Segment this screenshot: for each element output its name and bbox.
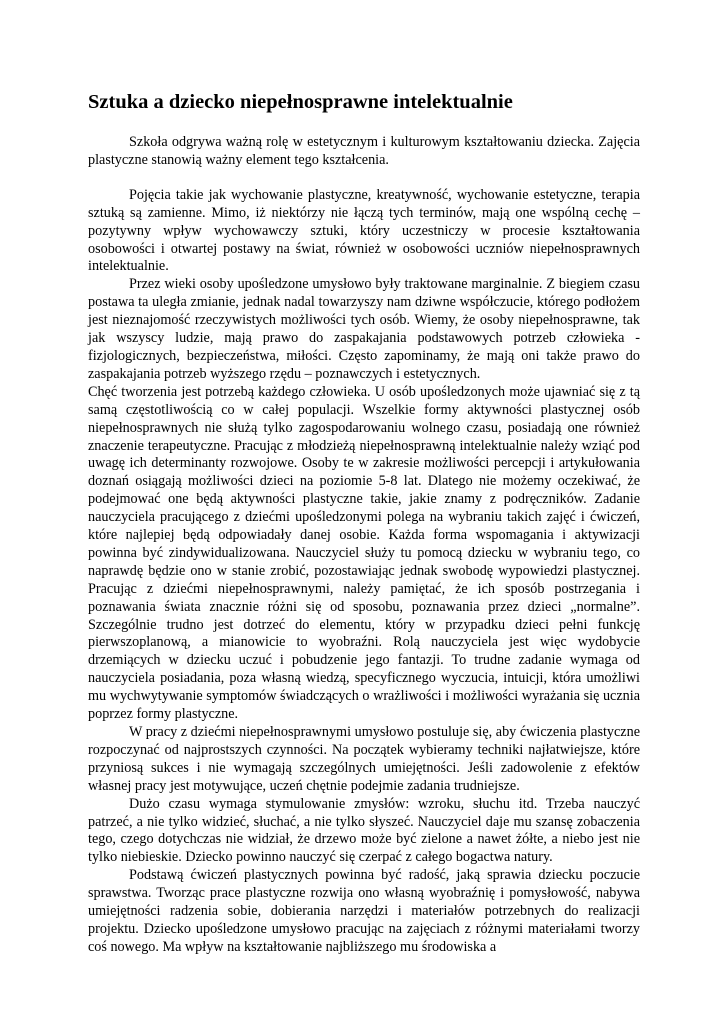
paragraph-4: Chęć tworzenia jest potrzebą każdego człowieka. U osób upośledzonych może ujawniać się z tą samą częstotliwością co w całej populacji. Wszelkie formy aktywności plastycznej osób niepełnosprawnych nie służą tylko zagospodarowaniu wolnego czasu, posiadają one również znaczenie terapeutyczne. Pracując z młodzieżą niepełnosprawną intelektualnie należy wziąć pod uwagę ich determinanty rozwojowe. Osoby te w zakresie możliwości percepcji i artykułowania doznań osiągają możliwości dzieci na poziomie 5-8 lat. Dlatego nie możemy oczekiwać, że podejmować one będą aktywności plastyczne takie, jakie znamy z podręczników. Zadanie nauczyciela pracującego z dziećmi upośledzonymi polega na wybraniu takich zajęć i ćwiczeń, które najlepiej będą odpowiadały danej osobie. Każda forma wspomagania i aktywizacji powinna być zindywidualizowana. Nauczyciel służy tu pomocą dziecku w wybraniu tego, co naprawdę będzie ono w stanie zrobić, pozostawiając jednak swobodę wypowiedzi plastycznej. Pracując z dziećmi niepełnosprawnymi, należy pamiętać, że ich sposób postrzegania i poznawania świata znacznie różni się od sposobu, poznawania przez dzieci „normalne”. Szczególnie trudno jest dotrzeć do elementu, który w przypadku dzieci pełni funkcję pierwszoplanową, a mianowicie to wyobraźni. Rolą nauczyciela jest więc wydobycie drzemiących w dziecku uczuć i pobudzenie jego fantazji. To trudne zadanie wymaga od nauczyciela posiadania, poza własną wiedzą, specyficznego wyczucia, intuicji, która umożliwi mu wychwytywanie symptomów świadczących o wrażliwości i możliwości wyrażania się ucznia poprzez formy plastyczne. <box>88 383 640 723</box>
document-title: Sztuka a dziecko niepełnosprawne intelektualnie <box>88 91 513 113</box>
paragraph-2: Pojęcia takie jak wychowanie plastyczne, kreatywność, wychowanie estetyczne, terapia sztuką są zamienne. Mimo, iż niektórzy nie łączą tych terminów, mają one wspólną cechę – pozytywny wpływ wychowawczy sztuki, który uczestniczy w procesie kształtowania osobowości i otwartej postawy na świat, również w osobowości uczniów niepełnosprawnych intelektualnie. <box>88 186 640 275</box>
paragraph-7: Podstawą ćwiczeń plastycznych powinna być radość, jaką sprawia dziecku poczucie sprawstwa. Tworząc prace plastyczne rozwija ono własną wyobraźnię i pomysłowość, nabywa umiejętności radzenia sobie, dobierania narzędzi i materiałów potrzebnych do realizacji projektu. Dziecko upośledzone umysłowo pracując na zajęciach z różnymi materiałami tworzy coś nowego. Ma wpływ na kształtowanie najbliższego mu środowiska a <box>88 867 640 955</box>
document-body <box>88 90 640 957</box>
paragraph-3: Przez wieki osoby upośledzone umysłowo były traktowane marginalnie. Z biegiem czasu postawa ta uległa zmianie, jednak nadal towarzyszy nam dziwne współczucie, którego podłożem jest nieznajomość rzeczywistych możliwości tych osób. Wiemy, że osoby niepełnosprawne, tak jak wszyscy ludzie, mają prawo do zaspakajania podstawowych potrzeb człowieka - fizjologicznych, bezpieczeństwa, miłości. Często zapominamy, że mają oni także prawo do zaspakajania potrzeb wyższego rzędu – poznawczych i estetycznych. <box>88 276 640 382</box>
paragraph-1: Szkoła odgrywa ważną rolę w estetycznym i kulturowym kształtowaniu dziecka. Zajęcia plastyczne stanowią ważny element tego kształcenia. <box>88 134 640 168</box>
paragraph-6: Dużo czasu wymaga stymulowanie zmysłów: wzroku, słuchu itd. Trzeba nauczyć patrzeć, a nie tylko widzieć, słuchać, a nie tylko słyszeć. Nauczyciel daje mu szansę zobaczenia tego, czego dotychczas nie widział, że drzewo może być zielone a nawet żółte, a niebo jest nie tylko niebieskie. Dziecko powinno nauczyć się czerpać z całego bogactwa natury. <box>88 795 640 866</box>
paragraph-5: W pracy z dziećmi niepełnosprawnymi umysłowo postuluje się, aby ćwiczenia plastyczne rozpoczynać od najprostszych czynności. Na początek wybieramy techniki najłatwiejsze, które przyniosą sukces i nie wymagają szczególnych umiejętności. Jeśli zadowolenie z efektów własnej pracy jest motywujące, uczeń chętnie podejmie zadania trudniejsze. <box>88 724 640 794</box>
